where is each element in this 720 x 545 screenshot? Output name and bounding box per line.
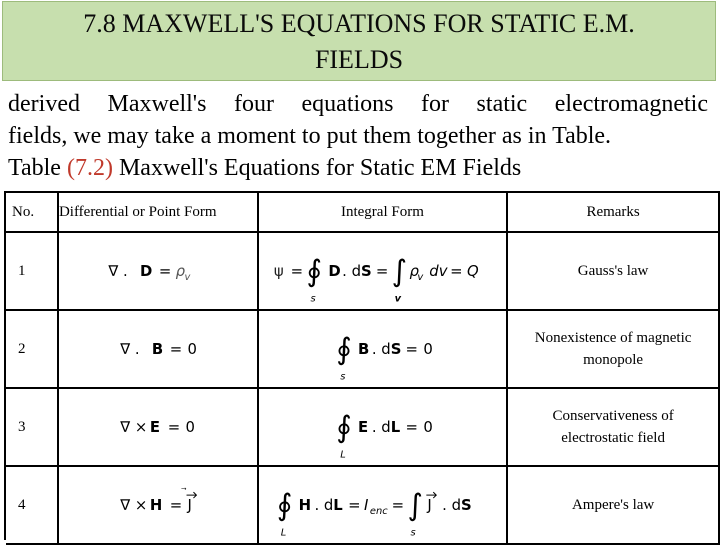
electrostatic-differential-formula bbox=[59, 390, 257, 464]
svg-text:S: S bbox=[390, 339, 402, 358]
svg-text:enc: enc bbox=[369, 505, 388, 517]
svg-text:D: D bbox=[140, 262, 153, 280]
ampere-differential-formula bbox=[59, 468, 257, 542]
magnetic-differential-formula bbox=[59, 312, 257, 386]
svg-text:L: L bbox=[280, 527, 286, 539]
table-caption bbox=[8, 152, 708, 184]
svg-text:=: = bbox=[167, 418, 181, 436]
svg-text:v: v bbox=[394, 293, 401, 305]
row-number: 3 bbox=[6, 388, 58, 466]
svg-text:∫: ∫ bbox=[391, 253, 407, 289]
remark-line-1: Nonexistence of magnetic bbox=[534, 330, 692, 346]
svg-text:. d: . d bbox=[371, 339, 391, 358]
svg-text:Q: Q bbox=[466, 261, 479, 280]
svg-text:∇ ×: ∇ × bbox=[120, 418, 148, 436]
svg-text:∮: ∮ bbox=[335, 409, 352, 445]
remark-line-2: monopole bbox=[583, 352, 644, 368]
svg-text:. d: . d bbox=[441, 495, 461, 514]
header-integral: Integral Form bbox=[258, 193, 508, 232]
header-differential: Differential or Point Form bbox=[58, 193, 258, 232]
table-caption-prefix: Table bbox=[8, 155, 67, 181]
slide-title-line-1: 7.8 MAXWELL'S EQUATIONS FOR STATIC E.M. bbox=[83, 9, 635, 38]
svg-text:H: H bbox=[149, 496, 163, 514]
integral-form bbox=[258, 232, 508, 310]
ampere-integral-formula bbox=[259, 468, 507, 542]
table-row bbox=[6, 310, 719, 388]
svg-text:ρ: ρ bbox=[175, 262, 185, 280]
svg-text:. d: . d bbox=[371, 417, 391, 436]
svg-text:ψ: ψ bbox=[273, 261, 284, 280]
svg-text:=: = bbox=[391, 495, 404, 514]
svg-text:L: L bbox=[332, 495, 343, 514]
svg-text:H: H bbox=[298, 495, 311, 514]
svg-text:0: 0 bbox=[185, 418, 195, 436]
svg-text:B: B bbox=[151, 340, 164, 358]
intro-text bbox=[8, 88, 708, 184]
remark-cell bbox=[507, 310, 719, 388]
svg-text:0: 0 bbox=[423, 417, 433, 436]
svg-text:s: s bbox=[310, 293, 316, 305]
gauss-differential-formula bbox=[59, 234, 257, 308]
integral-form bbox=[258, 310, 508, 388]
differential-form bbox=[58, 466, 258, 544]
svg-text:∇ ×: ∇ × bbox=[120, 496, 148, 514]
svg-text:dv: dv bbox=[428, 261, 448, 280]
svg-text:=: = bbox=[405, 339, 418, 358]
svg-text:S: S bbox=[360, 261, 372, 280]
svg-text:∮: ∮ bbox=[276, 487, 292, 523]
integral-form bbox=[258, 466, 508, 544]
svg-text:J: J bbox=[426, 495, 432, 514]
remark-line-1: Ampere's law bbox=[571, 497, 655, 513]
table-caption-text: Maxwell's Equations for Static EM Fields bbox=[112, 155, 522, 181]
svg-text:s: s bbox=[339, 371, 346, 383]
svg-text:0: 0 bbox=[423, 339, 433, 358]
svg-text:∫: ∫ bbox=[407, 487, 423, 523]
table-row bbox=[6, 388, 719, 466]
table-caption-number: (7.2) bbox=[66, 155, 113, 181]
intro-line-1: derived Maxwell's four equations for static electromagnetic bbox=[8, 91, 708, 117]
svg-text:⃗ bbox=[180, 487, 186, 490]
row-number: 2 bbox=[6, 310, 58, 388]
svg-text:=: = bbox=[347, 495, 361, 514]
slide-title bbox=[2, 1, 716, 81]
svg-text:=: = bbox=[169, 340, 183, 358]
integral-form bbox=[258, 388, 508, 466]
remark-cell bbox=[507, 466, 719, 544]
differential-form bbox=[58, 310, 258, 388]
remark-line-1: Gauss's law bbox=[577, 263, 649, 279]
svg-text:D: D bbox=[327, 261, 341, 280]
svg-text:=: = bbox=[449, 261, 463, 280]
svg-text:∮: ∮ bbox=[335, 331, 352, 367]
electrostatic-integral-formula bbox=[259, 390, 507, 464]
svg-text:ρ: ρ bbox=[409, 261, 419, 280]
svg-text:L: L bbox=[390, 417, 400, 436]
svg-text:0: 0 bbox=[187, 340, 197, 358]
differential-form bbox=[58, 388, 258, 466]
header-no: No. bbox=[6, 193, 58, 232]
svg-text:S: S bbox=[460, 495, 472, 514]
svg-text:. d: . d bbox=[314, 495, 333, 514]
svg-text:v: v bbox=[184, 271, 191, 283]
svg-text:I: I bbox=[363, 495, 369, 514]
svg-text:=: = bbox=[169, 496, 183, 514]
svg-text:∇ .: ∇ . bbox=[120, 340, 140, 358]
table-header-row bbox=[6, 193, 719, 232]
maxwell-equations-table bbox=[4, 191, 720, 540]
remark-line-1: Conservativeness of bbox=[552, 408, 674, 424]
svg-text:∇ .: ∇ . bbox=[108, 262, 128, 280]
remark-cell bbox=[507, 232, 719, 310]
remark-cell bbox=[507, 388, 719, 466]
header-remarks: Remarks bbox=[507, 193, 719, 232]
table-row bbox=[6, 232, 719, 310]
row-number: 1 bbox=[6, 232, 58, 310]
row-number: 4 bbox=[6, 466, 58, 544]
differential-form bbox=[58, 232, 258, 310]
gauss-integral-formula bbox=[259, 234, 507, 308]
remark-line-2: electrostatic field bbox=[561, 430, 665, 446]
svg-text:=: = bbox=[375, 261, 388, 280]
svg-text:. d: . d bbox=[341, 261, 361, 280]
svg-text:v: v bbox=[417, 271, 423, 283]
table-row bbox=[6, 466, 719, 544]
intro-line-2: fields, we may take a moment to put them together as in Table. bbox=[8, 123, 612, 149]
svg-text:E: E bbox=[149, 418, 161, 436]
slide-title-line-2: FIELDS bbox=[314, 45, 404, 74]
svg-text:∮: ∮ bbox=[306, 253, 322, 289]
svg-text:s: s bbox=[410, 527, 416, 539]
svg-text:=: = bbox=[158, 262, 172, 280]
svg-text:L: L bbox=[339, 449, 346, 461]
svg-text:E: E bbox=[357, 417, 368, 436]
svg-text:=: = bbox=[405, 417, 418, 436]
svg-text:J: J bbox=[187, 496, 192, 514]
svg-text:B: B bbox=[357, 339, 370, 358]
magnetic-integral-formula bbox=[259, 312, 507, 386]
svg-text:=: = bbox=[290, 261, 303, 280]
